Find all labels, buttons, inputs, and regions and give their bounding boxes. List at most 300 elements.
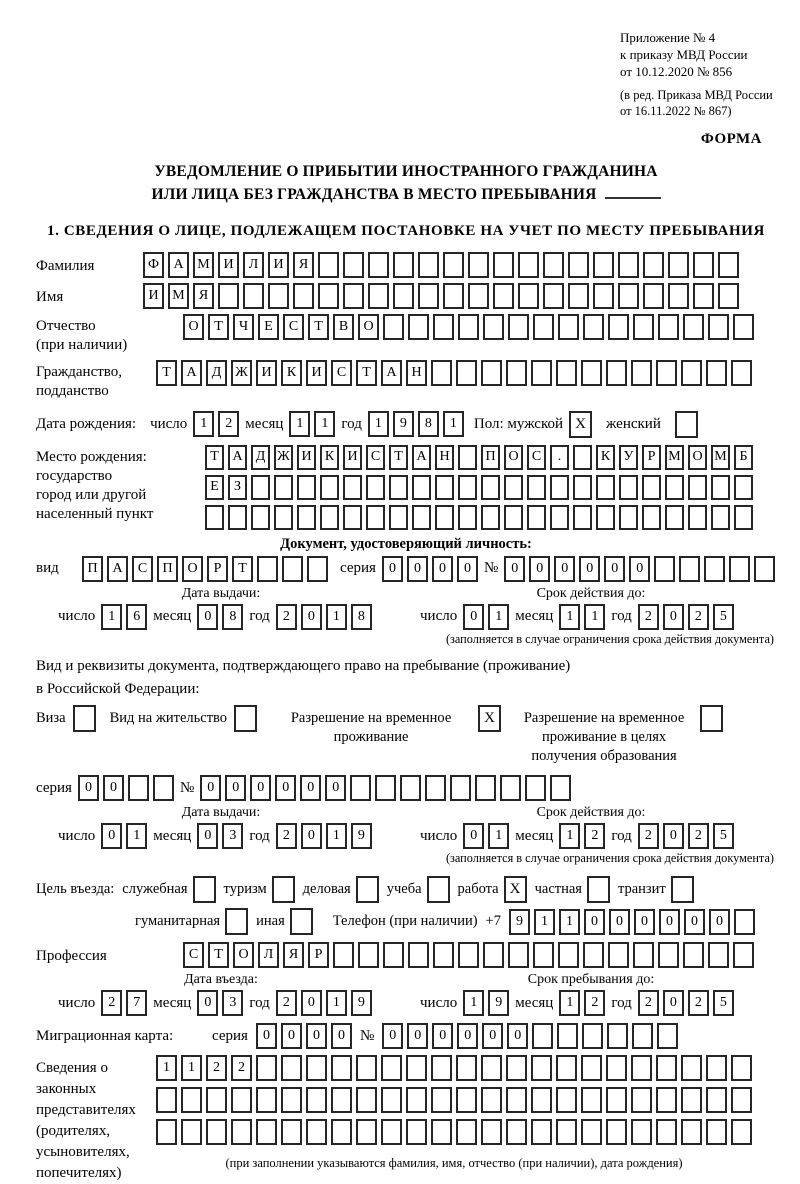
- char-cell[interactable]: [643, 283, 664, 309]
- char-cell[interactable]: [508, 942, 529, 968]
- char-cell[interactable]: М: [665, 445, 684, 470]
- char-cell[interactable]: [504, 475, 523, 500]
- char-cell[interactable]: 0: [275, 775, 296, 801]
- char-cell[interactable]: [704, 556, 725, 582]
- char-cell[interactable]: С: [331, 360, 352, 386]
- char-cell[interactable]: [665, 475, 684, 500]
- char-cell[interactable]: 0: [101, 823, 122, 849]
- char-cell[interactable]: [320, 475, 339, 500]
- char-cell[interactable]: [500, 775, 521, 801]
- char-cell[interactable]: [527, 505, 546, 530]
- char-cell[interactable]: [393, 252, 414, 278]
- char-cell[interactable]: [656, 1087, 677, 1113]
- char-cell[interactable]: Т: [356, 360, 377, 386]
- char-cell[interactable]: [596, 475, 615, 500]
- char-cell[interactable]: [681, 1119, 702, 1145]
- char-cell[interactable]: [558, 314, 579, 340]
- char-cell[interactable]: 0: [709, 909, 730, 935]
- char-cell[interactable]: [608, 314, 629, 340]
- char-cell[interactable]: [631, 1119, 652, 1145]
- char-cell[interactable]: [356, 1119, 377, 1145]
- char-cell[interactable]: [251, 505, 270, 530]
- char-cell[interactable]: 0: [609, 909, 630, 935]
- char-cell[interactable]: 1: [289, 411, 310, 437]
- char-cell[interactable]: С: [183, 942, 204, 968]
- char-cell[interactable]: Б: [734, 445, 753, 470]
- option-visa-checkbox[interactable]: [73, 705, 96, 732]
- char-cell[interactable]: 9: [488, 990, 509, 1016]
- char-cell[interactable]: 0: [457, 556, 478, 582]
- char-cell[interactable]: [754, 556, 775, 582]
- char-cell[interactable]: 5: [713, 604, 734, 630]
- char-cell[interactable]: [731, 1119, 752, 1145]
- char-cell[interactable]: К: [596, 445, 615, 470]
- char-cell[interactable]: 0: [301, 990, 322, 1016]
- char-cell[interactable]: [657, 1023, 678, 1049]
- char-cell[interactable]: [718, 283, 739, 309]
- char-cell[interactable]: [731, 1087, 752, 1113]
- char-cell[interactable]: 8: [222, 604, 243, 630]
- char-cell[interactable]: 1: [156, 1055, 177, 1081]
- char-cell[interactable]: 0: [463, 604, 484, 630]
- char-cell[interactable]: 9: [351, 823, 372, 849]
- char-cell[interactable]: 7: [126, 990, 147, 1016]
- char-cell[interactable]: [306, 1087, 327, 1113]
- char-cell[interactable]: С: [527, 445, 546, 470]
- char-cell[interactable]: 0: [197, 604, 218, 630]
- char-cell[interactable]: Р: [642, 445, 661, 470]
- char-cell[interactable]: [493, 283, 514, 309]
- char-cell[interactable]: [431, 1087, 452, 1113]
- char-cell[interactable]: Ф: [143, 252, 164, 278]
- char-cell[interactable]: [606, 1119, 627, 1145]
- char-cell[interactable]: [368, 252, 389, 278]
- char-cell[interactable]: [631, 1087, 652, 1113]
- char-cell[interactable]: [618, 283, 639, 309]
- char-cell[interactable]: [181, 1119, 202, 1145]
- char-cell[interactable]: [583, 314, 604, 340]
- char-cell[interactable]: 6: [126, 604, 147, 630]
- char-cell[interactable]: И: [256, 360, 277, 386]
- char-cell[interactable]: О: [233, 942, 254, 968]
- char-cell[interactable]: [556, 360, 577, 386]
- char-cell[interactable]: [593, 252, 614, 278]
- char-cell[interactable]: [458, 475, 477, 500]
- char-cell[interactable]: 0: [197, 990, 218, 1016]
- char-cell[interactable]: [333, 942, 354, 968]
- char-cell[interactable]: [331, 1119, 352, 1145]
- char-cell[interactable]: [412, 505, 431, 530]
- char-cell[interactable]: 0: [507, 1023, 528, 1049]
- char-cell[interactable]: 1: [559, 823, 580, 849]
- char-cell[interactable]: Р: [308, 942, 329, 968]
- char-cell[interactable]: [656, 360, 677, 386]
- purpose-other-checkbox[interactable]: [290, 908, 313, 935]
- char-cell[interactable]: Т: [232, 556, 253, 582]
- char-cell[interactable]: [128, 775, 149, 801]
- char-cell[interactable]: [506, 1087, 527, 1113]
- char-cell[interactable]: [343, 505, 362, 530]
- char-cell[interactable]: [307, 556, 328, 582]
- char-cell[interactable]: [456, 1087, 477, 1113]
- char-cell[interactable]: И: [268, 252, 289, 278]
- char-cell[interactable]: [481, 1119, 502, 1145]
- purpose-tourism-checkbox[interactable]: [272, 876, 295, 903]
- char-cell[interactable]: [433, 942, 454, 968]
- char-cell[interactable]: 5: [713, 823, 734, 849]
- char-cell[interactable]: Е: [205, 475, 224, 500]
- char-cell[interactable]: [318, 283, 339, 309]
- char-cell[interactable]: [281, 1119, 302, 1145]
- char-cell[interactable]: [711, 475, 730, 500]
- char-cell[interactable]: 1: [101, 604, 122, 630]
- char-cell[interactable]: О: [182, 556, 203, 582]
- char-cell[interactable]: [681, 1055, 702, 1081]
- char-cell[interactable]: Е: [258, 314, 279, 340]
- char-cell[interactable]: [731, 1055, 752, 1081]
- char-cell[interactable]: [642, 475, 661, 500]
- char-cell[interactable]: [596, 505, 615, 530]
- char-cell[interactable]: [619, 475, 638, 500]
- char-cell[interactable]: [693, 283, 714, 309]
- char-cell[interactable]: 0: [306, 1023, 327, 1049]
- char-cell[interactable]: [556, 1055, 577, 1081]
- char-cell[interactable]: 0: [457, 1023, 478, 1049]
- char-cell[interactable]: [631, 360, 652, 386]
- char-cell[interactable]: [406, 1055, 427, 1081]
- char-cell[interactable]: [518, 252, 539, 278]
- char-cell[interactable]: [568, 252, 589, 278]
- char-cell[interactable]: [506, 1119, 527, 1145]
- char-cell[interactable]: 2: [276, 823, 297, 849]
- char-cell[interactable]: [306, 1119, 327, 1145]
- char-cell[interactable]: [506, 360, 527, 386]
- char-cell[interactable]: [481, 1087, 502, 1113]
- char-cell[interactable]: [568, 283, 589, 309]
- char-cell[interactable]: 0: [482, 1023, 503, 1049]
- char-cell[interactable]: [683, 314, 704, 340]
- char-cell[interactable]: [581, 1119, 602, 1145]
- char-cell[interactable]: 0: [579, 556, 600, 582]
- char-cell[interactable]: 0: [78, 775, 99, 801]
- char-cell[interactable]: [257, 556, 278, 582]
- char-cell[interactable]: [607, 1023, 628, 1049]
- char-cell[interactable]: 0: [634, 909, 655, 935]
- char-cell[interactable]: [706, 1087, 727, 1113]
- char-cell[interactable]: [412, 475, 431, 500]
- char-cell[interactable]: 0: [554, 556, 575, 582]
- char-cell[interactable]: У: [619, 445, 638, 470]
- char-cell[interactable]: [468, 283, 489, 309]
- char-cell[interactable]: [608, 942, 629, 968]
- char-cell[interactable]: [400, 775, 421, 801]
- char-cell[interactable]: [205, 505, 224, 530]
- char-cell[interactable]: М: [193, 252, 214, 278]
- char-cell[interactable]: 1: [488, 823, 509, 849]
- char-cell[interactable]: [681, 1087, 702, 1113]
- char-cell[interactable]: [418, 252, 439, 278]
- char-cell[interactable]: [406, 1119, 427, 1145]
- char-cell[interactable]: 2: [276, 990, 297, 1016]
- char-cell[interactable]: 2: [218, 411, 239, 437]
- char-cell[interactable]: [256, 1087, 277, 1113]
- char-cell[interactable]: 0: [250, 775, 271, 801]
- char-cell[interactable]: [431, 1119, 452, 1145]
- char-cell[interactable]: [656, 1055, 677, 1081]
- char-cell[interactable]: [481, 475, 500, 500]
- char-cell[interactable]: [381, 1087, 402, 1113]
- char-cell[interactable]: [458, 314, 479, 340]
- char-cell[interactable]: 0: [684, 909, 705, 935]
- char-cell[interactable]: [556, 1119, 577, 1145]
- char-cell[interactable]: 0: [256, 1023, 277, 1049]
- purpose-work-checkbox[interactable]: X: [504, 876, 527, 903]
- char-cell[interactable]: [506, 1055, 527, 1081]
- char-cell[interactable]: [331, 1087, 352, 1113]
- char-cell[interactable]: П: [82, 556, 103, 582]
- gender-male-checkbox[interactable]: X: [569, 411, 592, 438]
- char-cell[interactable]: 0: [200, 775, 221, 801]
- char-cell[interactable]: Т: [156, 360, 177, 386]
- char-cell[interactable]: Я: [283, 942, 304, 968]
- char-cell[interactable]: [251, 475, 270, 500]
- char-cell[interactable]: [456, 1119, 477, 1145]
- char-cell[interactable]: А: [181, 360, 202, 386]
- char-cell[interactable]: 2: [584, 990, 605, 1016]
- char-cell[interactable]: [231, 1087, 252, 1113]
- char-cell[interactable]: [557, 1023, 578, 1049]
- char-cell[interactable]: 0: [301, 604, 322, 630]
- char-cell[interactable]: 0: [659, 909, 680, 935]
- char-cell[interactable]: [425, 775, 446, 801]
- char-cell[interactable]: Л: [258, 942, 279, 968]
- char-cell[interactable]: [606, 360, 627, 386]
- char-cell[interactable]: 8: [351, 604, 372, 630]
- char-cell[interactable]: [731, 360, 752, 386]
- char-cell[interactable]: [583, 942, 604, 968]
- char-cell[interactable]: [443, 252, 464, 278]
- char-cell[interactable]: [206, 1087, 227, 1113]
- char-cell[interactable]: В: [333, 314, 354, 340]
- char-cell[interactable]: [243, 283, 264, 309]
- char-cell[interactable]: [375, 775, 396, 801]
- char-cell[interactable]: [606, 1055, 627, 1081]
- char-cell[interactable]: [368, 283, 389, 309]
- char-cell[interactable]: М: [711, 445, 730, 470]
- char-cell[interactable]: [711, 505, 730, 530]
- char-cell[interactable]: А: [412, 445, 431, 470]
- char-cell[interactable]: 0: [629, 556, 650, 582]
- char-cell[interactable]: К: [320, 445, 339, 470]
- char-cell[interactable]: З: [228, 475, 247, 500]
- char-cell[interactable]: П: [481, 445, 500, 470]
- char-cell[interactable]: [331, 1055, 352, 1081]
- char-cell[interactable]: [156, 1087, 177, 1113]
- char-cell[interactable]: [581, 1055, 602, 1081]
- char-cell[interactable]: [550, 505, 569, 530]
- char-cell[interactable]: [408, 314, 429, 340]
- char-cell[interactable]: [706, 1119, 727, 1145]
- char-cell[interactable]: К: [281, 360, 302, 386]
- char-cell[interactable]: [531, 1087, 552, 1113]
- char-cell[interactable]: [153, 775, 174, 801]
- char-cell[interactable]: [483, 314, 504, 340]
- char-cell[interactable]: [508, 314, 529, 340]
- char-cell[interactable]: [381, 1119, 402, 1145]
- char-cell[interactable]: [393, 283, 414, 309]
- char-cell[interactable]: [458, 942, 479, 968]
- char-cell[interactable]: [532, 1023, 553, 1049]
- char-cell[interactable]: [642, 505, 661, 530]
- char-cell[interactable]: О: [688, 445, 707, 470]
- char-cell[interactable]: 1: [584, 604, 605, 630]
- char-cell[interactable]: [343, 475, 362, 500]
- char-cell[interactable]: [531, 1119, 552, 1145]
- char-cell[interactable]: [406, 1087, 427, 1113]
- char-cell[interactable]: Ж: [274, 445, 293, 470]
- char-cell[interactable]: [306, 1055, 327, 1081]
- char-cell[interactable]: [681, 360, 702, 386]
- char-cell[interactable]: [708, 942, 729, 968]
- char-cell[interactable]: [581, 360, 602, 386]
- char-cell[interactable]: [281, 1087, 302, 1113]
- char-cell[interactable]: 9: [509, 909, 530, 935]
- char-cell[interactable]: 2: [206, 1055, 227, 1081]
- char-cell[interactable]: [558, 942, 579, 968]
- char-cell[interactable]: [573, 505, 592, 530]
- char-cell[interactable]: [435, 475, 454, 500]
- char-cell[interactable]: 0: [300, 775, 321, 801]
- char-cell[interactable]: .: [550, 445, 569, 470]
- char-cell[interactable]: [475, 775, 496, 801]
- char-cell[interactable]: [389, 505, 408, 530]
- char-cell[interactable]: [543, 283, 564, 309]
- char-cell[interactable]: [297, 505, 316, 530]
- char-cell[interactable]: [668, 283, 689, 309]
- char-cell[interactable]: 0: [463, 823, 484, 849]
- char-cell[interactable]: 2: [101, 990, 122, 1016]
- char-cell[interactable]: И: [343, 445, 362, 470]
- char-cell[interactable]: 2: [638, 823, 659, 849]
- char-cell[interactable]: 2: [231, 1055, 252, 1081]
- char-cell[interactable]: [320, 505, 339, 530]
- char-cell[interactable]: [581, 1087, 602, 1113]
- char-cell[interactable]: 1: [368, 411, 389, 437]
- char-cell[interactable]: Я: [293, 252, 314, 278]
- char-cell[interactable]: [679, 556, 700, 582]
- option-temp-residence-checkbox[interactable]: X: [478, 705, 501, 732]
- char-cell[interactable]: [582, 1023, 603, 1049]
- purpose-study-checkbox[interactable]: [427, 876, 450, 903]
- char-cell[interactable]: 2: [688, 990, 709, 1016]
- char-cell[interactable]: 3: [222, 823, 243, 849]
- char-cell[interactable]: [218, 283, 239, 309]
- char-cell[interactable]: [481, 505, 500, 530]
- char-cell[interactable]: [533, 314, 554, 340]
- char-cell[interactable]: А: [107, 556, 128, 582]
- char-cell[interactable]: О: [358, 314, 379, 340]
- char-cell[interactable]: Ч: [233, 314, 254, 340]
- char-cell[interactable]: [343, 252, 364, 278]
- char-cell[interactable]: [366, 475, 385, 500]
- char-cell[interactable]: 0: [331, 1023, 352, 1049]
- char-cell[interactable]: [573, 445, 592, 470]
- char-cell[interactable]: [556, 1087, 577, 1113]
- char-cell[interactable]: 1: [559, 909, 580, 935]
- char-cell[interactable]: 1: [559, 990, 580, 1016]
- char-cell[interactable]: 0: [529, 556, 550, 582]
- char-cell[interactable]: 1: [443, 411, 464, 437]
- char-cell[interactable]: С: [132, 556, 153, 582]
- char-cell[interactable]: [481, 360, 502, 386]
- char-cell[interactable]: Н: [406, 360, 427, 386]
- char-cell[interactable]: [493, 252, 514, 278]
- purpose-humanitarian-checkbox[interactable]: [225, 908, 248, 935]
- char-cell[interactable]: 2: [276, 604, 297, 630]
- char-cell[interactable]: 1: [326, 990, 347, 1016]
- purpose-official-checkbox[interactable]: [193, 876, 216, 903]
- char-cell[interactable]: 1: [326, 823, 347, 849]
- purpose-business-checkbox[interactable]: [356, 876, 379, 903]
- char-cell[interactable]: [633, 314, 654, 340]
- char-cell[interactable]: 3: [222, 990, 243, 1016]
- char-cell[interactable]: С: [366, 445, 385, 470]
- char-cell[interactable]: [418, 283, 439, 309]
- char-cell[interactable]: 1: [488, 604, 509, 630]
- char-cell[interactable]: [631, 1055, 652, 1081]
- char-cell[interactable]: 1: [326, 604, 347, 630]
- char-cell[interactable]: [550, 475, 569, 500]
- char-cell[interactable]: 0: [382, 556, 403, 582]
- char-cell[interactable]: [408, 942, 429, 968]
- char-cell[interactable]: Т: [208, 314, 229, 340]
- purpose-transit-checkbox[interactable]: [671, 876, 694, 903]
- char-cell[interactable]: [632, 1023, 653, 1049]
- char-cell[interactable]: О: [183, 314, 204, 340]
- char-cell[interactable]: 0: [407, 1023, 428, 1049]
- char-cell[interactable]: [518, 283, 539, 309]
- char-cell[interactable]: [643, 252, 664, 278]
- char-cell[interactable]: [733, 942, 754, 968]
- char-cell[interactable]: [450, 775, 471, 801]
- char-cell[interactable]: [543, 252, 564, 278]
- char-cell[interactable]: [206, 1119, 227, 1145]
- char-cell[interactable]: Т: [308, 314, 329, 340]
- char-cell[interactable]: 0: [382, 1023, 403, 1049]
- char-cell[interactable]: 1: [314, 411, 335, 437]
- char-cell[interactable]: [256, 1055, 277, 1081]
- char-cell[interactable]: Я: [193, 283, 214, 309]
- char-cell[interactable]: [706, 360, 727, 386]
- char-cell[interactable]: [366, 505, 385, 530]
- char-cell[interactable]: 8: [418, 411, 439, 437]
- char-cell[interactable]: Д: [206, 360, 227, 386]
- char-cell[interactable]: [435, 505, 454, 530]
- char-cell[interactable]: [525, 775, 546, 801]
- char-cell[interactable]: [573, 475, 592, 500]
- char-cell[interactable]: [318, 252, 339, 278]
- char-cell[interactable]: [383, 314, 404, 340]
- char-cell[interactable]: [593, 283, 614, 309]
- char-cell[interactable]: [281, 1055, 302, 1081]
- char-cell[interactable]: [356, 1055, 377, 1081]
- char-cell[interactable]: [231, 1119, 252, 1145]
- char-cell[interactable]: [383, 942, 404, 968]
- char-cell[interactable]: [456, 360, 477, 386]
- option-temp-residence-education-checkbox[interactable]: [700, 705, 723, 732]
- char-cell[interactable]: Т: [208, 942, 229, 968]
- char-cell[interactable]: 0: [281, 1023, 302, 1049]
